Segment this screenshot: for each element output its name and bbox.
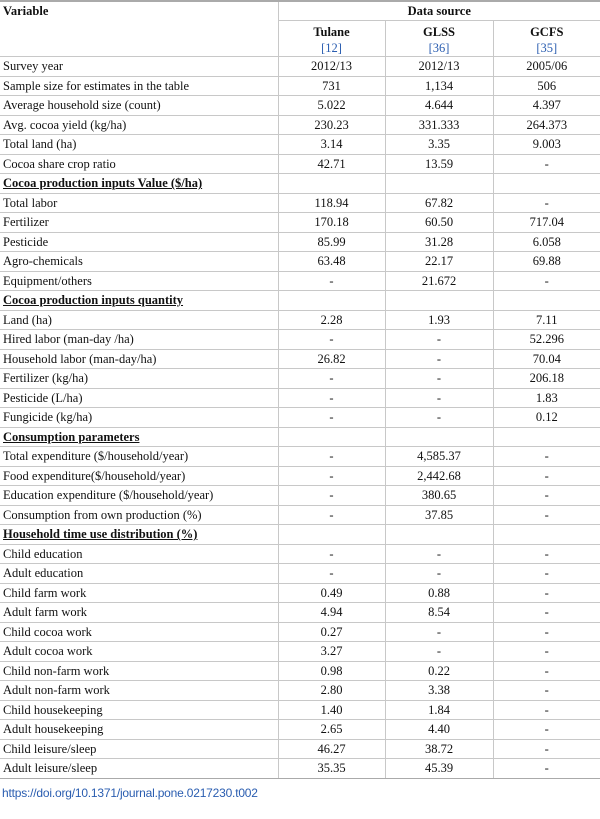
variable-name: Child non-farm work (3, 663, 110, 678)
row-label (0, 466, 278, 486)
variable-name: Total labor (3, 195, 58, 210)
value-gcfs: 717.04 (493, 213, 600, 233)
value-glss: 331.333 (385, 115, 493, 135)
table-row (0, 622, 600, 642)
table-row (0, 330, 600, 350)
variable-name: Equipment/others (3, 273, 92, 288)
table-row (0, 310, 600, 330)
value-tulane (278, 525, 385, 545)
value-glss: 1.93 (385, 310, 493, 330)
row-label (0, 291, 278, 311)
value-tulane: 118.94 (278, 193, 385, 213)
value-gcfs: - (493, 759, 600, 779)
variable-name: Child farm work (3, 585, 87, 600)
table-row (0, 252, 600, 272)
variable-name: Adult education (3, 566, 84, 581)
value-tulane (278, 291, 385, 311)
table-row (0, 96, 600, 116)
value-gcfs: 9.003 (493, 135, 600, 155)
row-label (0, 369, 278, 389)
row-label (0, 642, 278, 662)
table-body (0, 57, 600, 779)
reference-link[interactable]: [12] (321, 41, 342, 55)
value-tulane: 2.28 (278, 310, 385, 330)
row-label (0, 427, 278, 447)
value-gcfs: - (493, 564, 600, 584)
variable-name: Cocoa share crop ratio (3, 156, 116, 171)
variable-name: Child education (3, 546, 83, 561)
row-label (0, 349, 278, 369)
value-glss: 3.35 (385, 135, 493, 155)
value-gcfs: - (493, 681, 600, 701)
table-row (0, 154, 600, 174)
table-row (0, 57, 600, 77)
variable-name: Adult farm work (3, 605, 88, 620)
value-gcfs: - (493, 505, 600, 525)
value-glss (385, 525, 493, 545)
value-tulane: - (278, 408, 385, 428)
value-glss: 60.50 (385, 213, 493, 233)
value-tulane: 63.48 (278, 252, 385, 272)
value-tulane: 230.23 (278, 115, 385, 135)
table-row (0, 271, 600, 291)
value-tulane: 2.80 (278, 681, 385, 701)
value-glss: 21.672 (385, 271, 493, 291)
source-name: Tulane (313, 25, 350, 39)
value-glss: - (385, 388, 493, 408)
value-gcfs: - (493, 603, 600, 623)
reference-link[interactable]: [35] (536, 41, 558, 55)
row-label (0, 700, 278, 720)
value-tulane: 0.98 (278, 661, 385, 681)
value-glss (385, 291, 493, 311)
row-label (0, 310, 278, 330)
value-glss: 45.39 (385, 759, 493, 779)
table-row (0, 466, 600, 486)
value-glss: 1,134 (385, 76, 493, 96)
value-glss: 38.72 (385, 739, 493, 759)
section-header-row (0, 427, 600, 447)
doi-link[interactable]: https://doi.org/10.1371/journal.pone.0217230.t002 (2, 785, 258, 800)
source-header-glss (385, 21, 493, 57)
value-glss: 67.82 (385, 193, 493, 213)
row-label (0, 174, 278, 194)
value-tulane: - (278, 564, 385, 584)
row-label (0, 330, 278, 350)
data-source-header: Data source (278, 1, 600, 21)
row-label (0, 232, 278, 252)
value-gcfs: - (493, 486, 600, 506)
value-tulane (278, 174, 385, 194)
value-gcfs: 206.18 (493, 369, 600, 389)
value-gcfs: 69.88 (493, 252, 600, 272)
variable-name: Sample size for estimates in the table (3, 78, 190, 93)
value-gcfs: - (493, 622, 600, 642)
value-tulane: 0.27 (278, 622, 385, 642)
variable-name: Agro-chemicals (3, 254, 83, 269)
row-label (0, 388, 278, 408)
row-label (0, 505, 278, 525)
variable-name: Avg. cocoa yield (kg/ha) (3, 117, 127, 132)
section-title: Cocoa production inputs Value ($/ha) (3, 176, 203, 191)
variable-name: Child cocoa work (3, 624, 92, 639)
table-row (0, 505, 600, 525)
value-glss: - (385, 564, 493, 584)
table-row (0, 739, 600, 759)
value-glss: 380.65 (385, 486, 493, 506)
row-label (0, 525, 278, 545)
table-row (0, 583, 600, 603)
value-tulane: 2.65 (278, 720, 385, 740)
variable-name: Food expenditure($/household/year) (3, 468, 186, 483)
value-glss (385, 427, 493, 447)
value-gcfs: 52.296 (493, 330, 600, 350)
value-glss: 4,585.37 (385, 447, 493, 467)
variable-header: Variable (0, 1, 278, 57)
value-glss: - (385, 349, 493, 369)
table-row (0, 388, 600, 408)
value-gcfs: 1.83 (493, 388, 600, 408)
table-row (0, 603, 600, 623)
value-glss: 4.644 (385, 96, 493, 116)
table-row (0, 349, 600, 369)
row-label (0, 739, 278, 759)
value-tulane: - (278, 330, 385, 350)
value-tulane: - (278, 466, 385, 486)
value-tulane: 35.35 (278, 759, 385, 779)
variable-name: Child housekeeping (3, 702, 103, 717)
row-label (0, 681, 278, 701)
value-tulane: 0.49 (278, 583, 385, 603)
value-glss: - (385, 622, 493, 642)
reference-link[interactable]: [36] (428, 41, 450, 55)
table-row (0, 759, 600, 779)
table-row (0, 408, 600, 428)
table-row (0, 447, 600, 467)
row-label (0, 622, 278, 642)
value-tulane: 1.40 (278, 700, 385, 720)
value-gcfs: - (493, 271, 600, 291)
value-glss: 0.22 (385, 661, 493, 681)
variable-name: Adult housekeeping (3, 722, 104, 737)
table-row (0, 193, 600, 213)
row-label (0, 759, 278, 779)
value-gcfs: 7.11 (493, 310, 600, 330)
variable-name: Pesticide (L/ha) (3, 390, 83, 405)
value-gcfs: 6.058 (493, 232, 600, 252)
table-row (0, 135, 600, 155)
value-gcfs: - (493, 466, 600, 486)
value-glss: 37.85 (385, 505, 493, 525)
variable-name: Average household size (count) (3, 98, 161, 113)
variable-name: Fertilizer (kg/ha) (3, 371, 89, 386)
value-glss: 3.38 (385, 681, 493, 701)
row-label (0, 57, 278, 77)
value-tulane: - (278, 544, 385, 564)
row-label (0, 447, 278, 467)
variable-name: Total expenditure ($/household/year) (3, 449, 189, 464)
value-tulane: - (278, 388, 385, 408)
value-tulane: 4.94 (278, 603, 385, 623)
table-row (0, 369, 600, 389)
value-glss: - (385, 408, 493, 428)
row-label (0, 583, 278, 603)
value-glss: 2,442.68 (385, 466, 493, 486)
value-tulane: 170.18 (278, 213, 385, 233)
value-gcfs (493, 291, 600, 311)
value-tulane (278, 427, 385, 447)
variable-name: Survey year (3, 59, 64, 74)
variable-name: Child leisure/sleep (3, 741, 97, 756)
value-gcfs: - (493, 583, 600, 603)
value-tulane: 46.27 (278, 739, 385, 759)
value-gcfs: 2005/06 (493, 57, 600, 77)
table-row (0, 681, 600, 701)
table-row (0, 642, 600, 662)
value-gcfs: - (493, 720, 600, 740)
value-tulane: - (278, 271, 385, 291)
variable-name: Total land (ha) (3, 137, 77, 152)
value-tulane: 731 (278, 76, 385, 96)
variable-name: Household labor (man-day/ha) (3, 351, 157, 366)
row-label (0, 154, 278, 174)
row-label (0, 96, 278, 116)
table-row (0, 232, 600, 252)
value-glss: 4.40 (385, 720, 493, 740)
table-row (0, 76, 600, 96)
value-gcfs: - (493, 700, 600, 720)
value-gcfs (493, 525, 600, 545)
section-title: Cocoa production inputs quantity (3, 293, 184, 308)
value-glss: - (385, 544, 493, 564)
value-gcfs: - (493, 193, 600, 213)
value-glss: 31.28 (385, 232, 493, 252)
table-row (0, 544, 600, 564)
row-label (0, 193, 278, 213)
value-tulane: 2012/13 (278, 57, 385, 77)
row-label (0, 252, 278, 272)
value-gcfs: 70.04 (493, 349, 600, 369)
value-gcfs: 264.373 (493, 115, 600, 135)
value-glss: 0.88 (385, 583, 493, 603)
value-tulane: 42.71 (278, 154, 385, 174)
value-gcfs: - (493, 739, 600, 759)
variable-name: Adult cocoa work (3, 644, 93, 659)
value-glss: 13.59 (385, 154, 493, 174)
row-label (0, 213, 278, 233)
value-glss: - (385, 330, 493, 350)
source-header-tulane (278, 21, 385, 57)
row-label (0, 408, 278, 428)
table-row (0, 486, 600, 506)
value-glss: 1.84 (385, 700, 493, 720)
row-label (0, 603, 278, 623)
row-label (0, 544, 278, 564)
value-tulane: 5.022 (278, 96, 385, 116)
row-label (0, 661, 278, 681)
value-glss: - (385, 642, 493, 662)
value-glss: 8.54 (385, 603, 493, 623)
source-header-gcfs (493, 21, 600, 57)
value-gcfs: 0.12 (493, 408, 600, 428)
row-label (0, 720, 278, 740)
value-tulane: 3.14 (278, 135, 385, 155)
variable-name: Fertilizer (3, 215, 49, 230)
variable-name: Land (ha) (3, 312, 52, 327)
table-row (0, 661, 600, 681)
table-row (0, 720, 600, 740)
value-glss: - (385, 369, 493, 389)
row-label (0, 135, 278, 155)
value-tulane: - (278, 447, 385, 467)
value-gcfs: - (493, 154, 600, 174)
value-tulane: - (278, 486, 385, 506)
row-label (0, 115, 278, 135)
value-gcfs: - (493, 447, 600, 467)
table-row (0, 115, 600, 135)
variable-name: Fungicide (kg/ha) (3, 410, 93, 425)
value-tulane: - (278, 369, 385, 389)
value-glss: 22.17 (385, 252, 493, 272)
value-gcfs (493, 174, 600, 194)
table-row (0, 564, 600, 584)
value-glss (385, 174, 493, 194)
variable-name: Adult non-farm work (3, 683, 110, 698)
variable-name: Consumption from own production (%) (3, 507, 202, 522)
row-label (0, 271, 278, 291)
row-label (0, 564, 278, 584)
value-tulane: 3.27 (278, 642, 385, 662)
value-glss: 2012/13 (385, 57, 493, 77)
section-title: Consumption parameters (3, 429, 140, 444)
value-tulane: 85.99 (278, 232, 385, 252)
value-gcfs: - (493, 544, 600, 564)
variable-name: Adult leisure/sleep (3, 761, 98, 776)
value-gcfs (493, 427, 600, 447)
section-title: Household time use distribution (%) (3, 527, 198, 542)
table-row (0, 213, 600, 233)
section-header-row (0, 174, 600, 194)
section-header-row (0, 291, 600, 311)
value-tulane: - (278, 505, 385, 525)
value-gcfs: - (493, 642, 600, 662)
source-name: GCFS (530, 25, 564, 39)
variable-name: Pesticide (3, 234, 49, 249)
row-label (0, 486, 278, 506)
value-gcfs: 4.397 (493, 96, 600, 116)
table-row (0, 700, 600, 720)
row-label (0, 76, 278, 96)
value-gcfs: 506 (493, 76, 600, 96)
value-tulane: 26.82 (278, 349, 385, 369)
source-name: GLSS (423, 25, 455, 39)
variable-name: Education expenditure ($/household/year) (3, 488, 214, 503)
variable-name: Hired labor (man-day /ha) (3, 332, 134, 347)
value-gcfs: - (493, 661, 600, 681)
section-header-row (0, 525, 600, 545)
